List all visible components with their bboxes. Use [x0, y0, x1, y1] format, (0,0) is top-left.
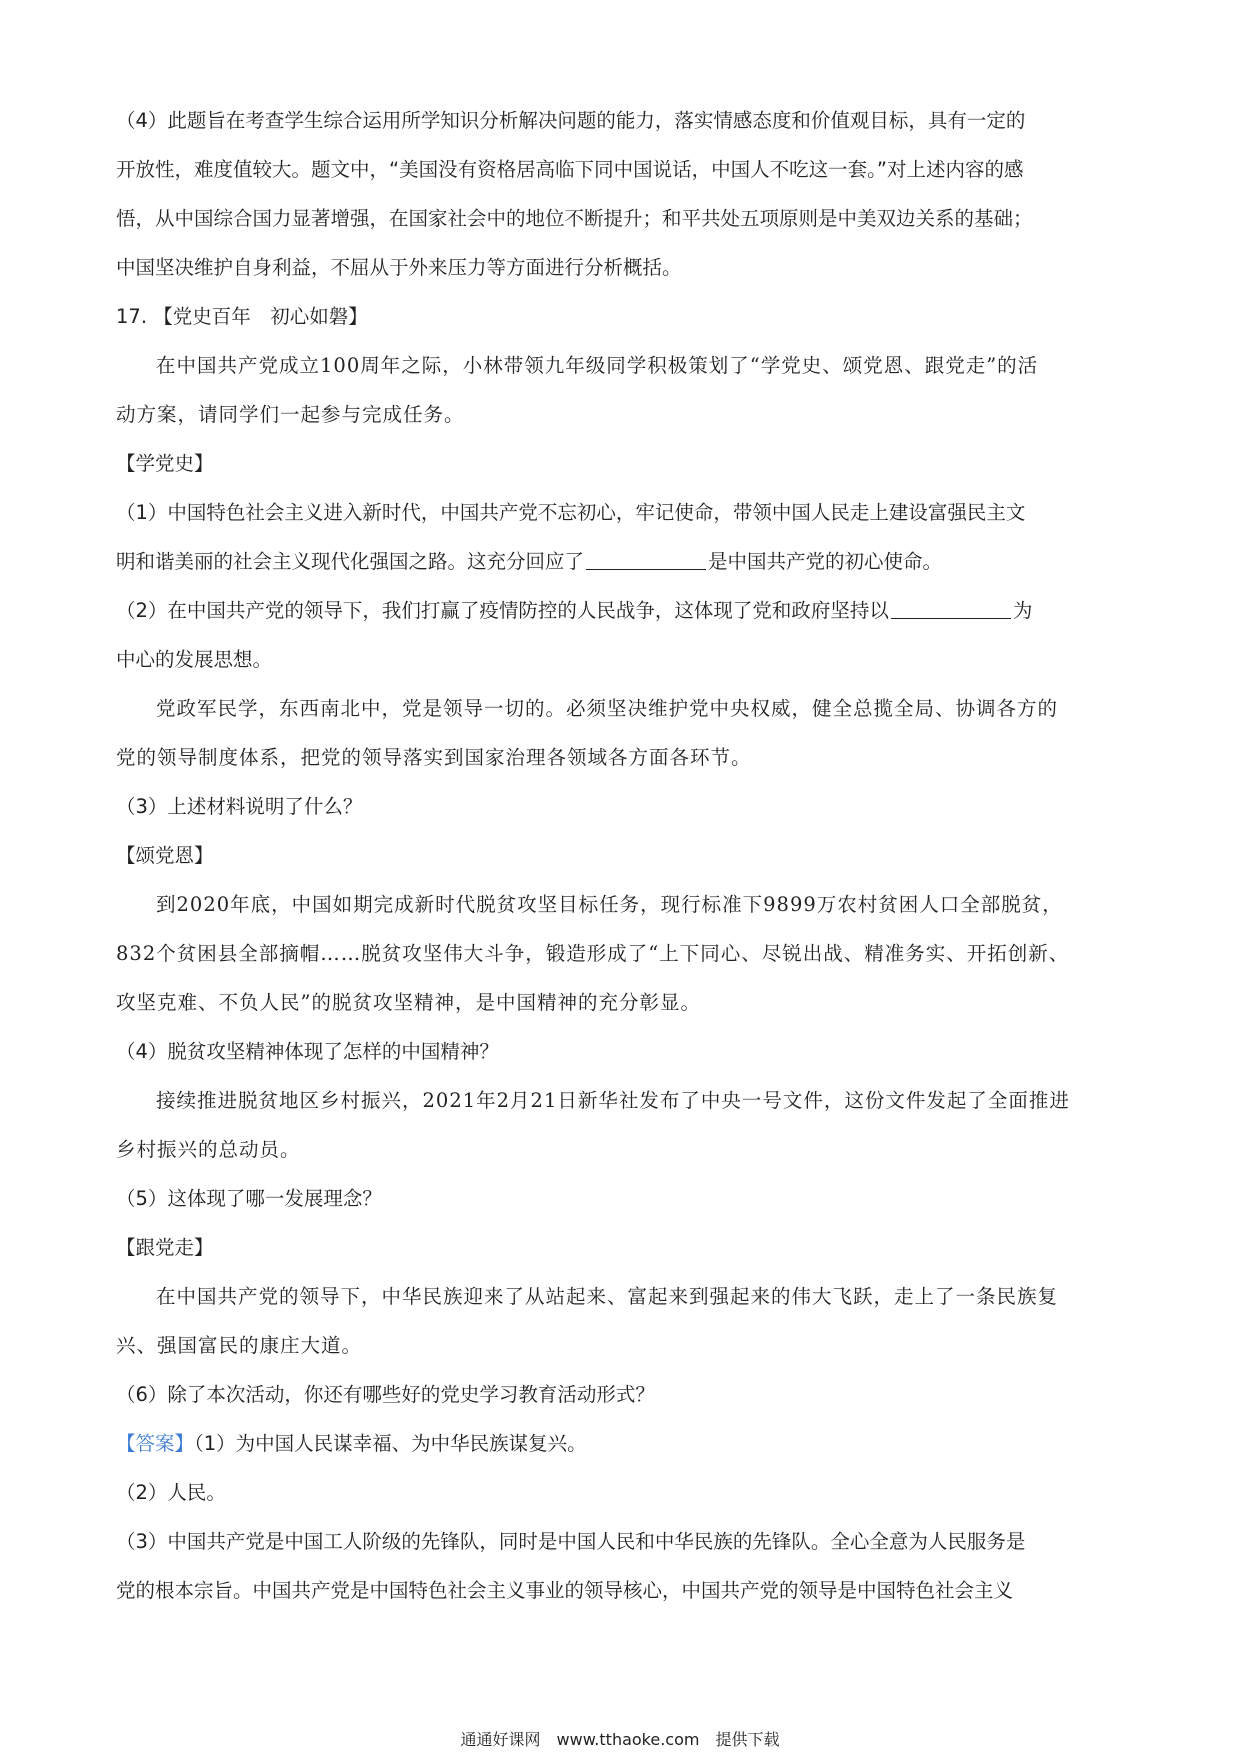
material-4-line1: 到2020年底，中国如期完成新时代脱贫攻坚目标任务，现行标准下9899万农村贫困人口全部脱贫，: [156, 893, 1063, 916]
answer-blank-2[interactable]: [891, 598, 1011, 619]
answer-1-text: （1）为中国人民谋幸福、为中华民族谋复兴。: [194, 1432, 587, 1455]
question-5: （5）这体现了哪一发展理念？: [116, 1187, 382, 1210]
q17-intro-line2: 动方案，请同学们一起参与完成任务。: [116, 403, 465, 426]
document-page: [116, 96, 1126, 1615]
q16-part4-line2: 开放性，难度值较大。题文中，“美国没有资格居高临下同中国说话，中国人不吃这一套。”对上述内容的感: [116, 158, 1024, 181]
question-1-text-a: 明和谐美丽的社会主义现代化强国之路。这充分回应了: [116, 550, 585, 573]
question-1-text-b: 是中国共产党的初心使命。: [708, 550, 943, 573]
question-2-text-a: （2）在中国共产党的领导下，我们打赢了疫情防控的人民战争，这体现了党和政府坚持以: [116, 599, 889, 622]
answer-2: （2）人民。: [116, 1481, 226, 1504]
answer-3-line1: （3）中国共产党是中国工人阶级的先锋队，同时是中国人民和中华民族的先锋队。全心全意为人民服务是: [116, 1530, 1026, 1553]
section-praise-party: 【颂党恩】: [116, 844, 214, 867]
answer-3-line2: 党的根本宗旨。中国共产党是中国特色社会主义事业的领导核心，中国共产党的领导是中国特色社会主义: [116, 1579, 1014, 1602]
question-3: （3）上述材料说明了什么？: [116, 795, 363, 818]
material-3-line1: 党政军民学，东西南北中，党是领导一切的。必须坚决维护党中央权威，健全总揽全局、协调各方的: [156, 697, 1059, 720]
section-learn-party-history: 【学党史】: [116, 452, 214, 475]
material-3-line2: 党的领导制度体系，把党的领导落实到国家治理各领域各方面各环节。: [116, 746, 752, 769]
material-4-line3: 攻坚克难、不负人民”的脱贫攻坚精神，是中国精神的充分彰显。: [116, 991, 701, 1014]
question-2-line2: 中心的发展思想。: [116, 648, 273, 671]
answer-tag: 【答案】: [116, 1432, 195, 1455]
q16-part4-line3: 悟，从中国综合国力显著增强，在国家社会中的地位不断提升；和平共处五项原则是中美双边关系的基础；: [116, 207, 1033, 230]
question-6: （6）除了本次活动，你还有哪些好的党史学习教育活动形式？: [116, 1383, 655, 1406]
material-6-line2: 兴、强国富民的康庄大道。: [116, 1334, 363, 1357]
question-4: （4）脱贫攻坚精神体现了怎样的中国精神？: [116, 1040, 499, 1063]
answer-1: [116, 1419, 1126, 1468]
material-4-line2: 832个贫困县全部摘帽……脱贫攻坚伟大斗争，锻造形成了“上下同心、尽锐出战、精准务实、开拓创新、: [116, 942, 1070, 965]
material-6-line1: 在中国共产党的领导下，中华民族迎来了从站起来、富起来到强起来的伟大飞跃，走上了一条民族复: [156, 1285, 1059, 1308]
question-1-line1: （1）中国特色社会主义进入新时代，中国共产党不忘初心，牢记使命，带领中国人民走上建设富强民主文: [116, 501, 1026, 524]
question-2-line1: [116, 586, 1126, 635]
question-2-text-b: 为: [1012, 599, 1033, 622]
q16-part4-line1: （4）此题旨在考查学生综合运用所学知识分析解决问题的能力，落实情感态度和价值观目标，具有一定的: [116, 109, 1026, 132]
section-follow-party: 【跟党走】: [116, 1236, 214, 1259]
page-footer: 通通好课网 www.tthaoke.com 提供下载: [460, 1730, 780, 1749]
q17-intro-line1: 在中国共产党成立100周年之际，小林带领九年级同学积极策划了“学党史、颂党恩、跟党走”的活: [156, 354, 1039, 377]
q16-part4-line4: 中国坚决维护自身利益，不屈从于外来压力等方面进行分析概括。: [116, 256, 682, 279]
q17-title: 17. 【党史百年 初心如磐】: [116, 305, 368, 328]
material-5-line1: 接续推进脱贫地区乡村振兴，2021年2月21日新华社发布了中央一号文件，这份文件发起了全面推进: [156, 1089, 1070, 1112]
answer-blank-1[interactable]: [586, 549, 706, 570]
material-5-line2: 乡村振兴的总动员。: [116, 1138, 301, 1161]
question-1-line2: [116, 537, 1126, 586]
